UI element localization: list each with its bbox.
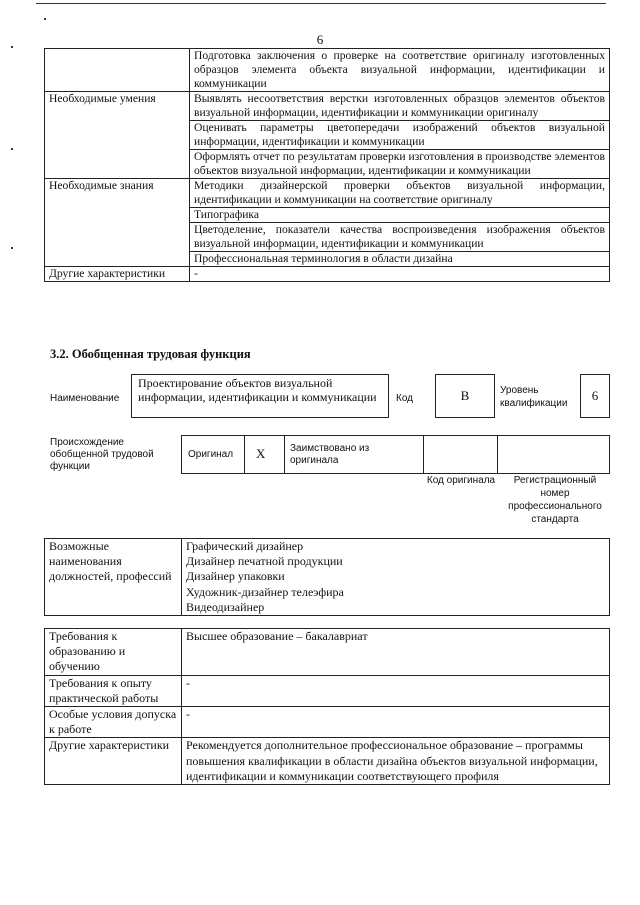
table-row bbox=[45, 539, 610, 616]
row-item: Методики дизайнерской проверки объектов визуальной информации, идентификации и коммуникации на соответствие оригиналу bbox=[190, 179, 610, 208]
borrowed-label: Заимствовано из оригинала bbox=[290, 443, 370, 466]
row-item: Профессиональная терминология в области дизайна bbox=[190, 252, 610, 267]
row-item: Выявлять несоответствия верстки изготовленных образцов элементов объектов визуальной информации, идентификации и коммуникации оригиналу bbox=[190, 92, 610, 121]
row-item: Оценивать параметры цветопередачи изображений объектов визуальной информации, идентификации и коммуникации bbox=[190, 121, 610, 150]
table-row bbox=[45, 629, 610, 676]
scan-dot bbox=[11, 247, 13, 249]
scan-dot bbox=[11, 148, 13, 150]
table-row bbox=[45, 707, 610, 738]
original-mark: X bbox=[256, 446, 266, 461]
code-caption: Код оригинала bbox=[426, 475, 496, 486]
function-name-box bbox=[131, 374, 389, 418]
origin-label: Происхождение обобщенной трудовой функции bbox=[50, 437, 154, 472]
list-item: Видеодизайнер bbox=[186, 599, 265, 614]
section-heading: 3.2. Обобщенная трудовая функция bbox=[50, 347, 251, 361]
row-item: Оформлять отчет по результатам проверки изготовления в производстве элементов объектов визуальной информации, идентификации и коммуникации bbox=[190, 150, 610, 179]
row-label: Другие характеристики bbox=[45, 738, 182, 785]
registration-caption: Регистрационный номер профессионального стандарта bbox=[508, 475, 602, 525]
positions-table bbox=[44, 538, 610, 616]
table-row bbox=[45, 738, 610, 785]
table-row bbox=[45, 267, 610, 282]
row-label: Необходимые знания bbox=[45, 179, 190, 267]
row-item: Подготовка заключения о проверке на соответствие оригиналу изготовленных образцов элемента объекта визуальной информации, идентификации и коммуникации bbox=[190, 49, 610, 92]
row-value: Рекомендуется дополнительное профессиональное образование – программы повышения квалификации в области дизайна объектов визуальной информации, идентификации и коммуникации соответствующего профиля bbox=[182, 738, 610, 785]
page-number: 6 bbox=[316, 32, 324, 47]
row-item: - bbox=[190, 267, 610, 282]
list-item: Графический дизайнер bbox=[186, 539, 304, 553]
skills-knowledge-table bbox=[44, 48, 610, 282]
list-item: Дизайнер упаковки bbox=[186, 569, 285, 584]
divider bbox=[244, 435, 245, 474]
divider bbox=[497, 435, 498, 474]
code-label: Код bbox=[396, 393, 414, 404]
level-value-box bbox=[580, 374, 610, 418]
divider bbox=[284, 435, 285, 474]
table-row bbox=[45, 675, 610, 706]
row-item: Типографика bbox=[190, 208, 610, 223]
list-item: Художник-дизайнер телеэфира bbox=[186, 584, 344, 599]
function-name-value: Проектирование объектов визуальной информации, идентификации и коммуникации bbox=[138, 376, 377, 404]
code-value: B bbox=[460, 388, 470, 403]
table-row bbox=[45, 92, 610, 121]
positions-list bbox=[182, 539, 610, 616]
code-value-box bbox=[435, 374, 495, 418]
top-rule bbox=[36, 3, 606, 4]
list-item: Дизайнер печатной продукции bbox=[186, 554, 343, 569]
scan-dot bbox=[44, 18, 46, 20]
level-label: Уровень квалификации bbox=[500, 385, 568, 409]
row-label: Требования к опыту практической работы bbox=[45, 675, 182, 706]
row-label bbox=[45, 49, 190, 92]
table-row bbox=[45, 49, 610, 92]
row-label: Требования к образованию и обучению bbox=[45, 629, 182, 676]
requirements-table bbox=[44, 628, 610, 785]
divider bbox=[423, 435, 424, 474]
row-value: Высшее образование – бакалавриат bbox=[182, 629, 610, 676]
row-item: Цветоделение, показатели качества воспроизведения изображения объектов визуальной информации, идентификации и коммуникации bbox=[190, 223, 610, 252]
row-value: - bbox=[182, 707, 610, 738]
row-label: Возможные наименования должностей, профессий bbox=[45, 539, 182, 616]
level-value: 6 bbox=[591, 388, 599, 403]
row-label: Необходимые умения bbox=[45, 92, 190, 179]
row-value: - bbox=[182, 675, 610, 706]
original-label: Оригинал bbox=[188, 449, 234, 460]
row-label: Особые условия допуска к работе bbox=[45, 707, 182, 738]
table-row bbox=[45, 179, 610, 208]
name-label: Наименование bbox=[50, 393, 120, 404]
row-label: Другие характеристики bbox=[45, 267, 190, 282]
